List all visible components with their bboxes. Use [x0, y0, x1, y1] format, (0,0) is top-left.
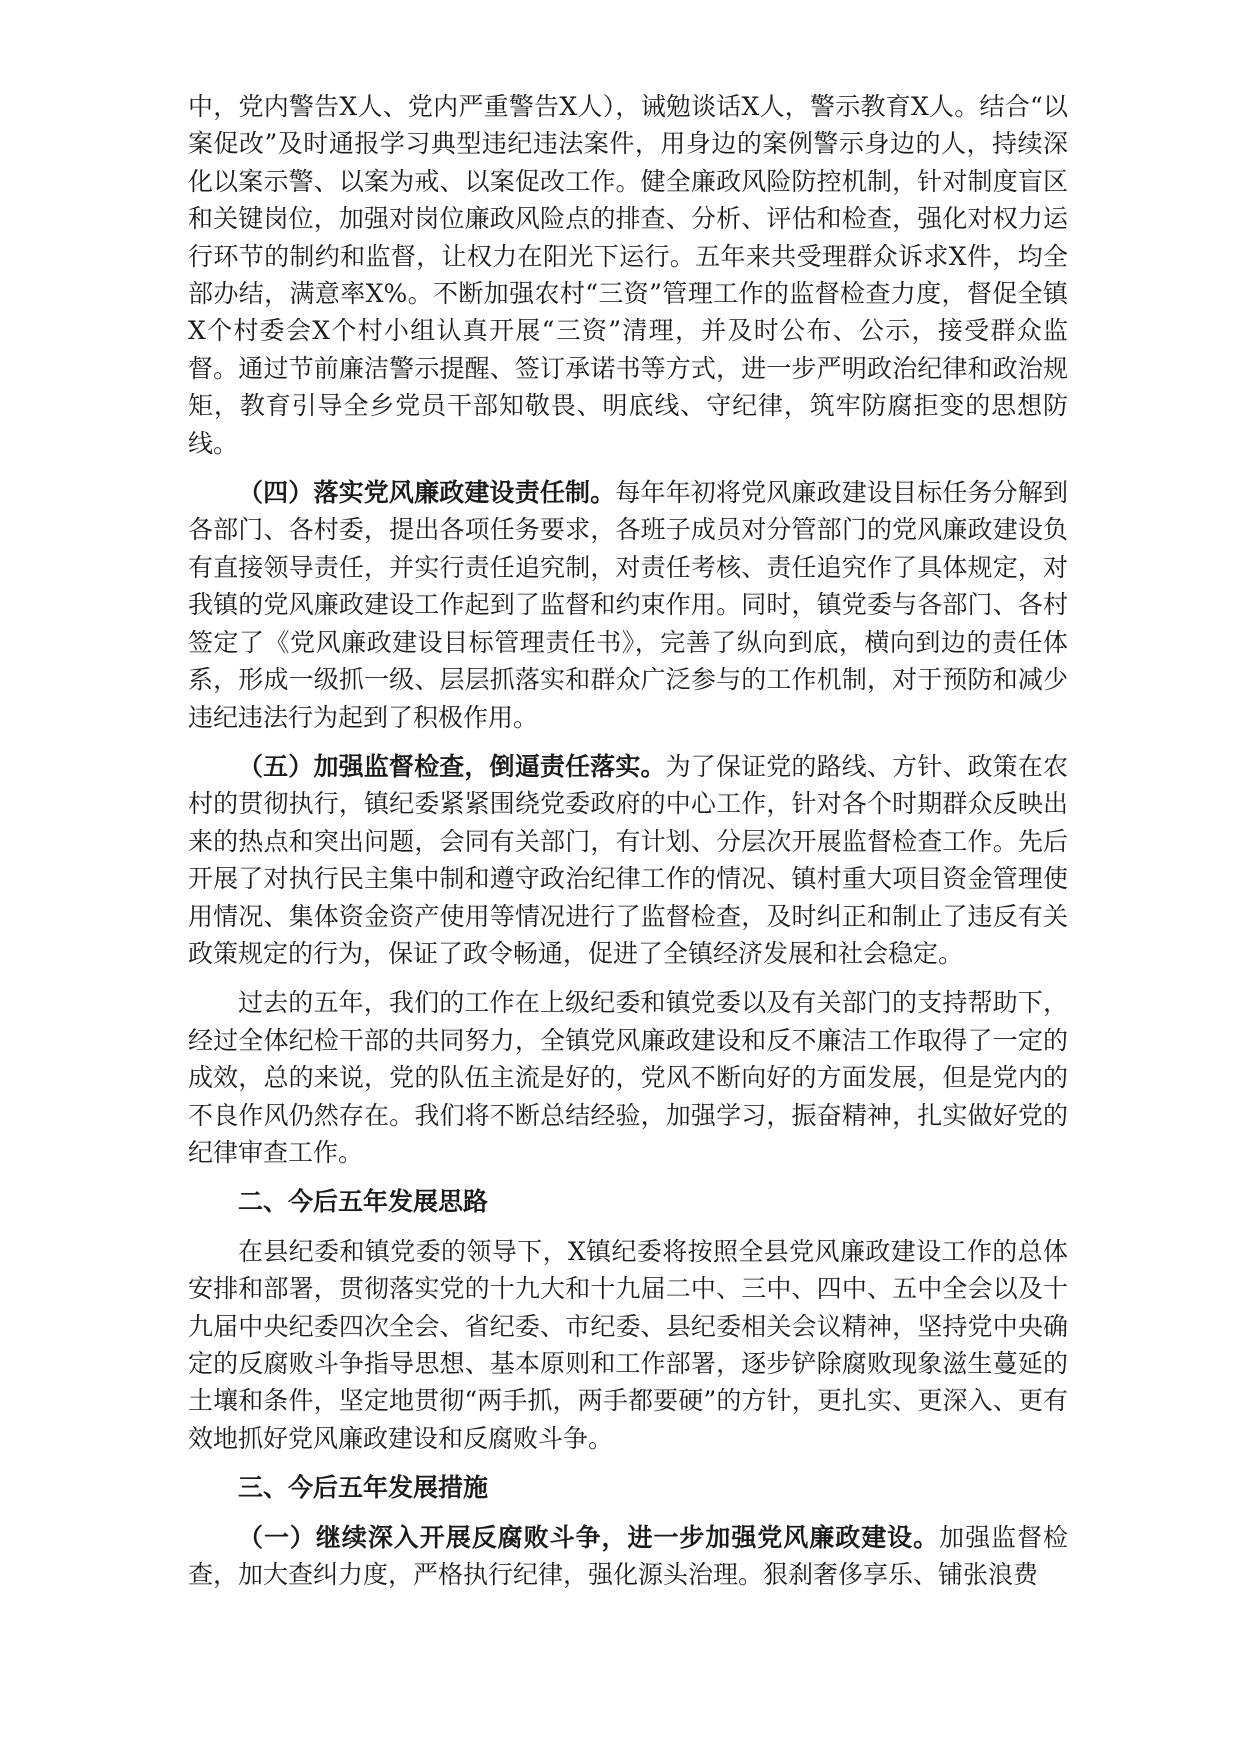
heading-development-ideas: 二、今后五年发展思路 — [238, 1187, 489, 1217]
section-body-5: 为了保证党的路线、方针、政策在农村的贯彻执行，镇纪委紧紧围绕党委政府的中心工作，针对各个时期群众反映出来的热点和突出问题，会同有关部门，有计划、分层次开展监督检查工作。先后开展了对执行民主集中制和遵守政治纪律工作的情况、镇村重大项目资金管理使用情况、集体资金资产使用等情况进行了监督检查，及时纠正和制止了违反有关政策规定的行为，保证了政令畅通，促进了全镇经济发展和社会稳定。 — [188, 751, 1068, 968]
measure-lead-1: （一）继续深入开展反腐败斗争，进一步加强党风廉政建设。 — [238, 1522, 940, 1552]
paragraph-supervision — [188, 748, 1068, 972]
section-body-4: 每年年初将党风廉政建设目标任务分解到各部门、各村委，提出各项任务要求，各班子成员对分管部门的党风廉政建设负有直接领导责任，并实行责任追究制，对责任考核、责任追究作了具体规定，对我镇的党风廉政建设工作起到了监督和约束作用。同时，镇党委与各部门、各村签定了《党风廉政建设目标管理责任书》，完善了纵向到底，横向到边的责任体系，形成一级抓一级、层层抓落实和群众广泛参与的工作机制，对于预防和减少违纪违法行为起到了积极作用。 — [188, 478, 1068, 732]
heading-development-measures: 三、今后五年发展措施 — [238, 1473, 489, 1503]
document-body — [188, 88, 1068, 1605]
paragraph-summary: 过去的五年，我们的工作在上级纪委和镇党委以及有关部门的支持帮助下，经过全体纪检干部的共同努力，全镇党风廉政建设和反不廉洁工作取得了一定的成效，总的来说，党的队伍主流是好的，党风不断向好的方面发展，但是党内的不良作风仍然存在。我们将不断总结经验，加强学习，振奋精神，扎实做好党的纪律审查工作。 — [188, 988, 1068, 1167]
measure-body-1: 加强监督检查，加大查纠力度，严格执行纪律，强化源头治理。狠刹奢侈享乐、铺张浪费 — [188, 1522, 1068, 1590]
section-lead-5: （五）加强监督检查，倒逼责任落实。 — [238, 751, 666, 781]
paragraph-anti-corruption — [188, 1519, 1068, 1594]
section-lead-4: （四）落实党风廉政建设责任制。 — [238, 478, 616, 508]
paragraph-continuation: 中，党内警告X人、党内严重警告X人），诫勉谈话X人，警示教育X人。结合“以案促改”及时通报学习典型违纪违法案件，用身边的案例警示身边的人，持续深化以案示警、以案为戒、以案促改工作。健全廉政风险防控机制，针对制度盲区和关键岗位，加强对岗位廉政风险点的排查、分析、评估和检查，强化对权力运行环节的制约和监督，让权力在阳光下运行。五年来共受理群众诉求X件，均全部办结，满意率X%。不断加强农村“三资”管理工作的监督检查力度，督促全镇X个村委会X个村小组认真开展“三资”清理，并及时公布、公示，接受群众监督。通过节前廉洁警示提醒、签订承诺书等方式，进一步严明政治纪律和政治规矩，教育引导全乡党员干部知敬畏、明底线、守纪律，筑牢防腐拒变的思想防线。 — [188, 92, 1068, 458]
paragraph-development-ideas: 在县纪委和镇党委的领导下，X镇纪委将按照全县党风廉政建设工作的总体安排和部署，贯彻落实党的十九大和十九届二中、三中、四中、五中全会以及十九届中央纪委四次全会、省纪委、市纪委、县纪委相关会议精神，坚持党中央确定的反腐败斗争指导思想、基本原则和工作部署，逐步铲除腐败现象滋生蔓延的土壤和条件，坚定地贯彻“两手抓，两手都要硬”的方针，更扎实、更深入、更有效地抓好党风廉政建设和反腐败斗争。 — [188, 1236, 1068, 1453]
paragraph-responsibility-system — [188, 474, 1068, 736]
